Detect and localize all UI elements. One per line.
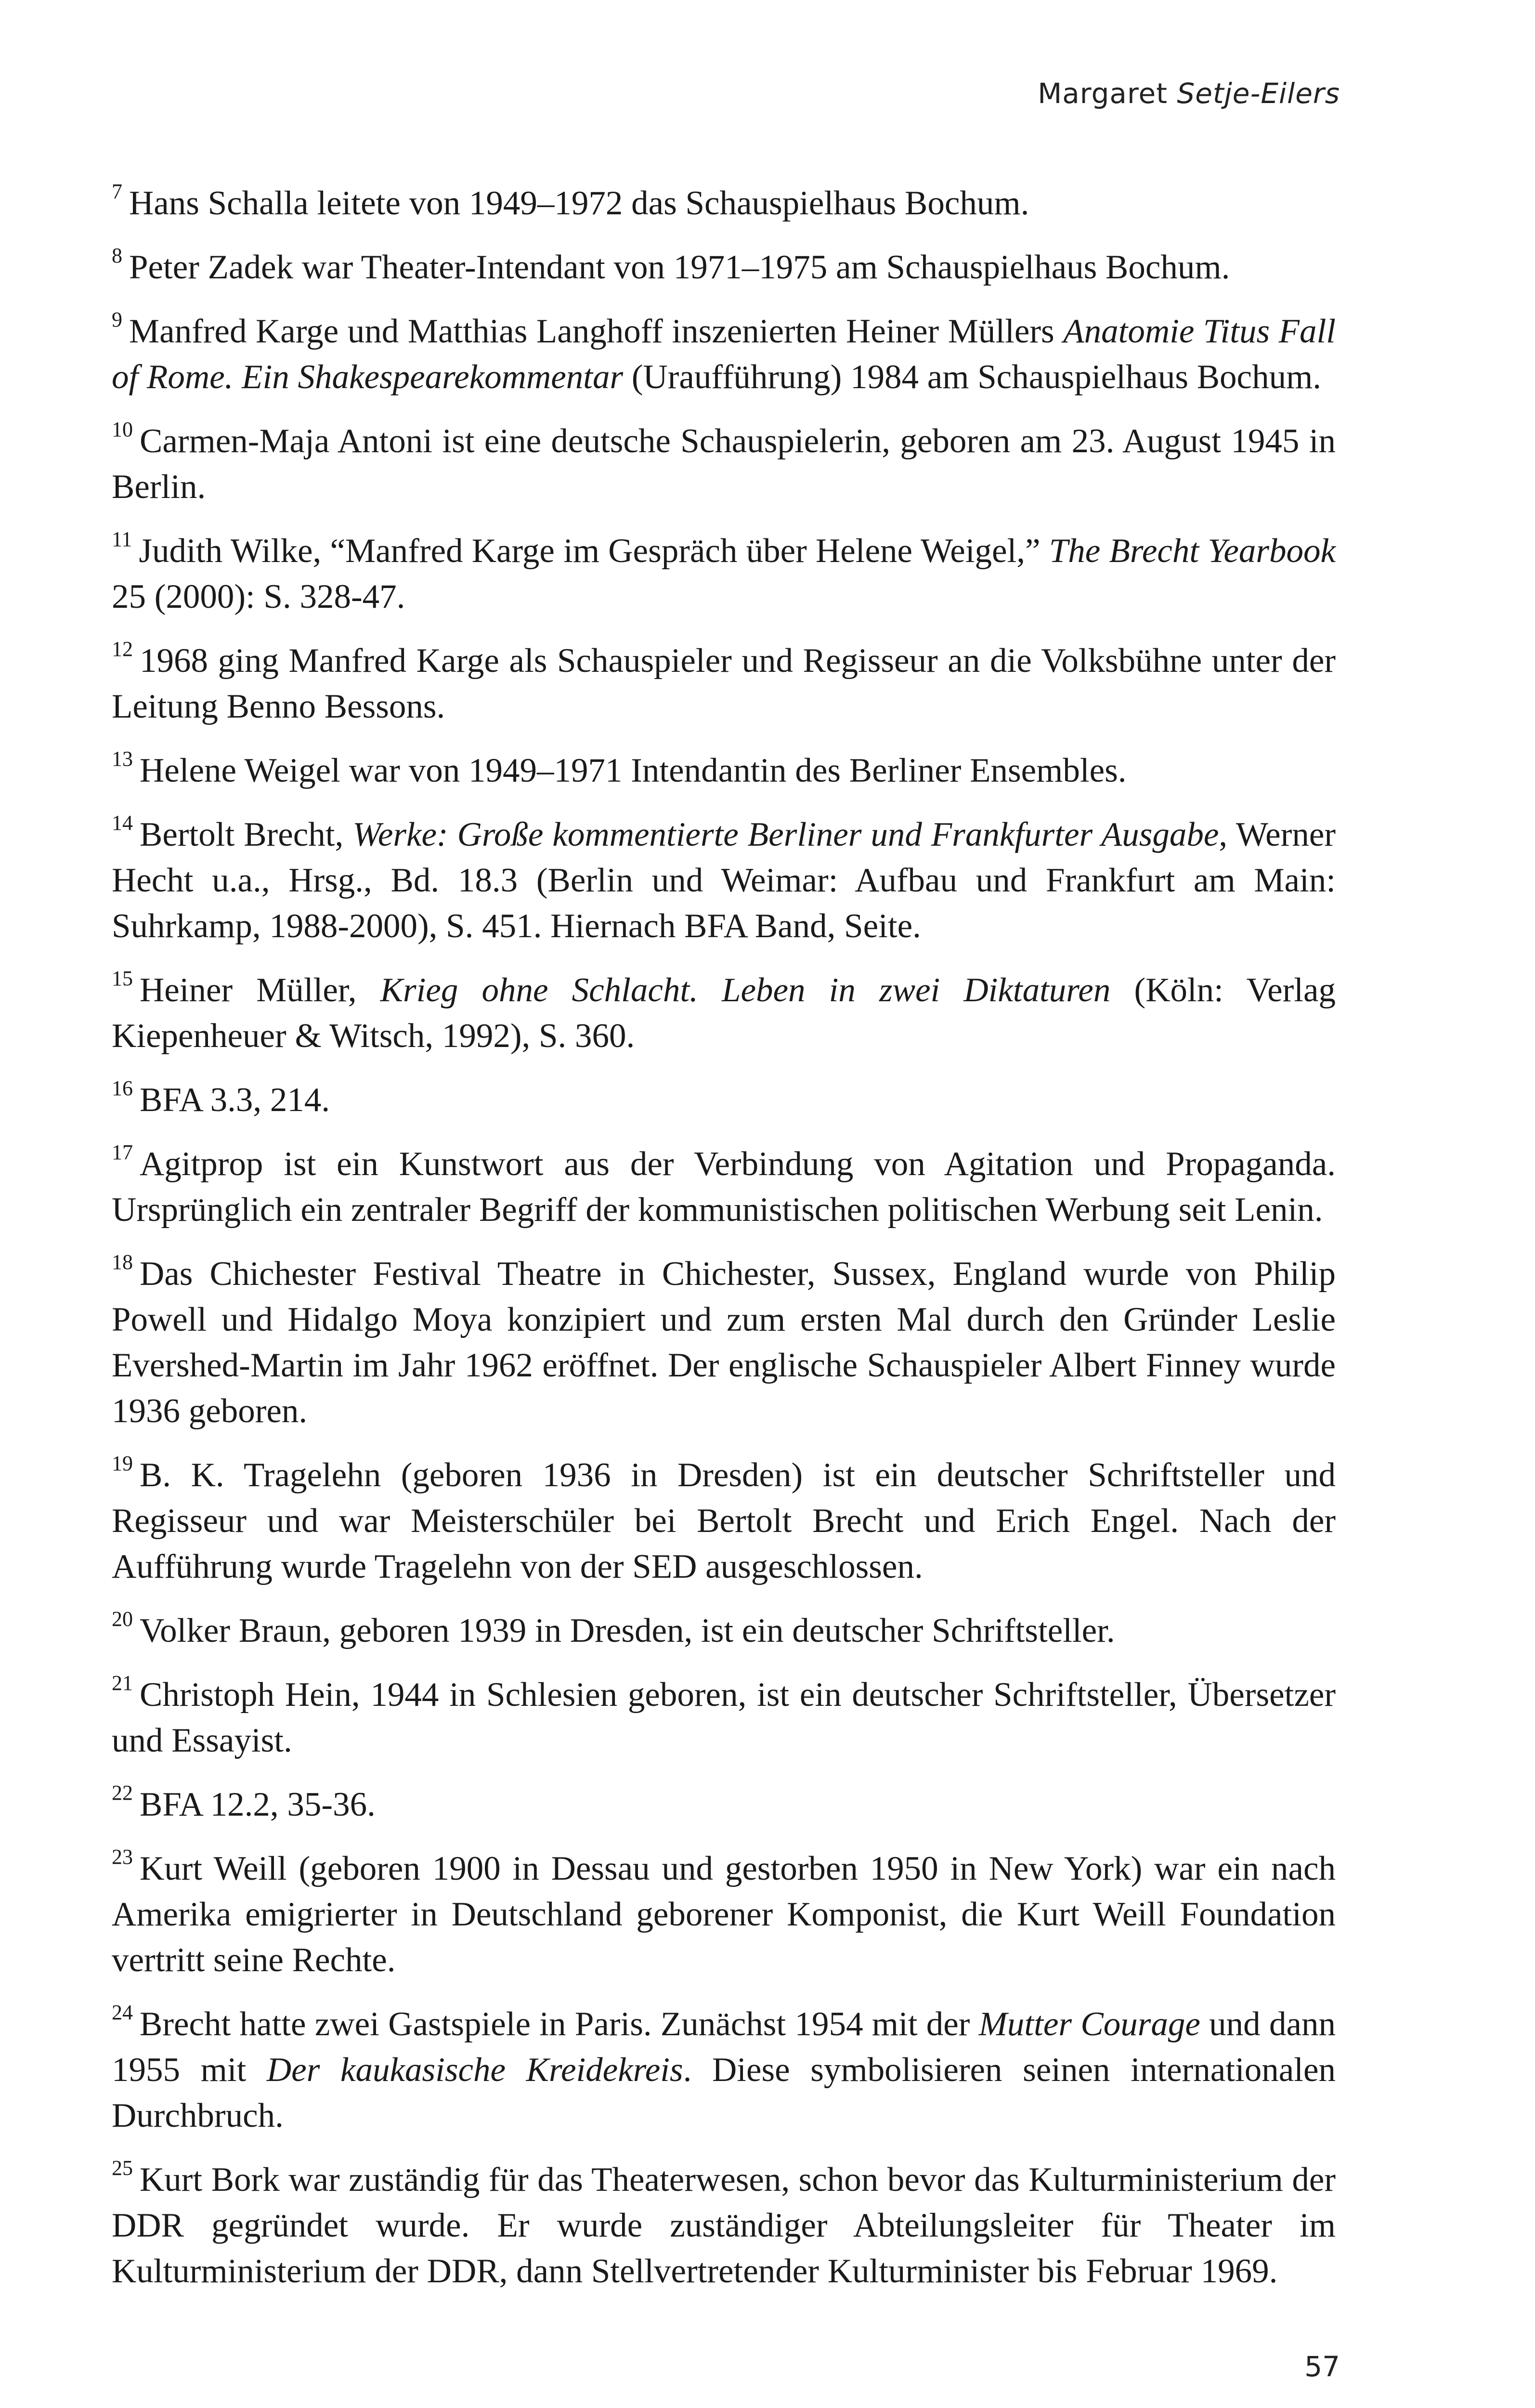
endnote-number: 21: [112, 1671, 133, 1695]
endnote-14: [112, 812, 1336, 949]
endnote-8: [112, 245, 1336, 290]
running-head-author-first: Margaret: [1038, 77, 1168, 110]
endnote-number: 20: [112, 1607, 133, 1631]
endnote-text: Kurt Bork war zuständig für das Theaterwesen, schon bevor das Kulturministerium der DDR gegründet wurde. Er wurde zuständiger Abteilungsleiter für Theater im Kulturministerium der DDR, dann Stellvertretender Kulturminister bis Februar 1969.: [112, 2161, 1336, 2290]
running-head: [1038, 77, 1340, 110]
endnote-text: B. K. Tragelehn (geboren 1936 in Dresden) ist ein deutscher Schriftsteller und Regisseur und war Meisterschüler bei Bertolt Brecht und Erich Engel. Nach der Aufführung wurde Tragelehn von der SED ausgeschlossen.: [112, 1456, 1336, 1585]
endnote-text: . Diese symbolisieren seinen internationalen Durchbruch.: [112, 2051, 1336, 2134]
endnote-text: Heiner Müller,: [140, 971, 380, 1009]
endnote-15: [112, 968, 1336, 1059]
endnote-text: (Uraufführung) 1984 am Schauspielhaus Bochum.: [623, 358, 1322, 396]
endnote-text: Bertolt Brecht,: [140, 816, 353, 853]
endnote-number: 12: [112, 637, 133, 661]
endnote-number: 7: [112, 180, 122, 204]
endnote-number: 15: [112, 967, 133, 991]
endnote-title: Krieg ohne Schlacht. Leben in zwei Diktaturen: [380, 971, 1111, 1009]
endnote-title: Anatomie Titus Fall of Rome. Ein Shakespearekommentar: [112, 313, 1336, 396]
endnote-21: [112, 1672, 1336, 1764]
endnote-text: 25 (2000): S. 328-47.: [112, 578, 405, 615]
endnote-9: [112, 309, 1336, 400]
endnote-16: [112, 1077, 1336, 1123]
endnote-number: 18: [112, 1250, 133, 1274]
running-head-author-last: Setje-Eilers: [1177, 77, 1340, 110]
endnote-text: Christoph Hein, 1944 in Schlesien geboren, ist ein deutscher Schriftsteller, Übersetzer und Essayist.: [112, 1676, 1336, 1759]
endnote-number: 19: [112, 1452, 133, 1476]
endnote-text: Helene Weigel war von 1949–1971 Intendantin des Berliner Ensembles.: [140, 752, 1127, 789]
endnote-number: 22: [112, 1781, 133, 1805]
endnote-text: , Werner Hecht u.a., Hrsg., Bd. 18.3 (Berlin und Weimar: Aufbau und Frankfurt am Main: Suhrkamp, 1988-2000), S. 451. Hiernach BFA Band, Seite.: [112, 816, 1336, 945]
endnote-number: 17: [112, 1140, 133, 1165]
endnote-text: Volker Braun, geboren 1939 in Dresden, ist ein deutscher Schriftsteller.: [140, 1612, 1115, 1649]
endnote-number: 14: [112, 811, 133, 835]
endnote-23: [112, 1846, 1336, 1983]
endnote-19: [112, 1453, 1336, 1590]
endnote-title: Der kaukasische Kreidekreis: [266, 2051, 683, 2089]
endnote-title: Werke: Große kommentierte Berliner und Frankfurter Ausgabe: [352, 816, 1219, 853]
page-number: 57: [1304, 2350, 1340, 2383]
endnote-text: Judith Wilke, “Manfred Karge im Gespräch über Helene Weigel,”: [139, 532, 1049, 570]
endnote-number: 23: [112, 1845, 133, 1869]
endnote-text: Brecht hatte zwei Gastspiele in Paris. Zunächst 1954 mit der: [140, 2005, 979, 2043]
endnote-20: [112, 1608, 1336, 1654]
endnote-25: [112, 2157, 1336, 2294]
endnote-text: und dann 1955 mit: [112, 2005, 1336, 2089]
endnote-text: BFA 3.3, 214.: [140, 1081, 330, 1119]
endnote-number: 8: [112, 244, 122, 268]
endnote-7: [112, 181, 1336, 226]
endnote-text: Manfred Karge und Matthias Langhoff inszenierten Heiner Müllers: [129, 313, 1064, 350]
endnote-text: Hans Schalla leitete von 1949–1972 das Schauspielhaus Bochum.: [129, 184, 1029, 222]
endnote-text: Peter Zadek war Theater-Intendant von 1971–1975 am Schauspielhaus Bochum.: [129, 249, 1230, 286]
endnote-10: [112, 419, 1336, 510]
endnote-13: [112, 748, 1336, 794]
endnote-text: Agitprop ist ein Kunstwort aus der Verbindung von Agitation und Propaganda. Ursprünglich ein zentraler Begriff der kommunistischen politischen Werbung seit Lenin.: [112, 1145, 1336, 1229]
endnote-number: 25: [112, 2156, 133, 2180]
endnote-number: 16: [112, 1076, 133, 1100]
endnote-text: (Köln: Verlag Kiepenheuer & Witsch, 1992), S. 360.: [112, 971, 1336, 1055]
endnote-text: 1968 ging Manfred Karge als Schauspieler und Regisseur an die Volksbühne unter der Leitung Benno Bessons.: [112, 642, 1336, 725]
endnote-text: BFA 12.2, 35-36.: [140, 1786, 376, 1823]
endnote-24: [112, 2002, 1336, 2139]
endnote-18: [112, 1251, 1336, 1434]
endnote-number: 11: [112, 527, 132, 551]
endnote-text: Das Chichester Festival Theatre in Chichester, Sussex, England wurde von Philip Powell und Hidalgo Moya konzipiert und zum ersten Mal durch den Gründer Leslie Evershed-Martin im Jahr 1962 eröffnet. Der englische Schauspieler Albert Finney wurde 1936 geboren.: [112, 1255, 1336, 1430]
endnote-22: [112, 1782, 1336, 1828]
endnote-title: Mutter Courage: [978, 2005, 1200, 2043]
endnote-text: Kurt Weill (geboren 1900 in Dessau und gestorben 1950 in New York) war ein nach Amerika emigrierter in Deutschland geborener Komponist, die Kurt Weill Foundation vertritt seine Rechte.: [112, 1850, 1336, 1979]
endnote-text: Carmen-Maja Antoni ist eine deutsche Schauspielerin, geboren am 23. August 1945 in Berlin.: [112, 422, 1336, 506]
endnote-number: 9: [112, 308, 122, 332]
endnote-11: [112, 528, 1336, 620]
endnote-title: The Brecht Yearbook: [1049, 532, 1336, 570]
endnote-17: [112, 1141, 1336, 1233]
endnote-number: 10: [112, 418, 133, 442]
endnote-12: [112, 638, 1336, 730]
endnotes-list: [112, 181, 1336, 2313]
endnote-number: 24: [112, 2001, 133, 2025]
endnote-number: 13: [112, 747, 133, 771]
